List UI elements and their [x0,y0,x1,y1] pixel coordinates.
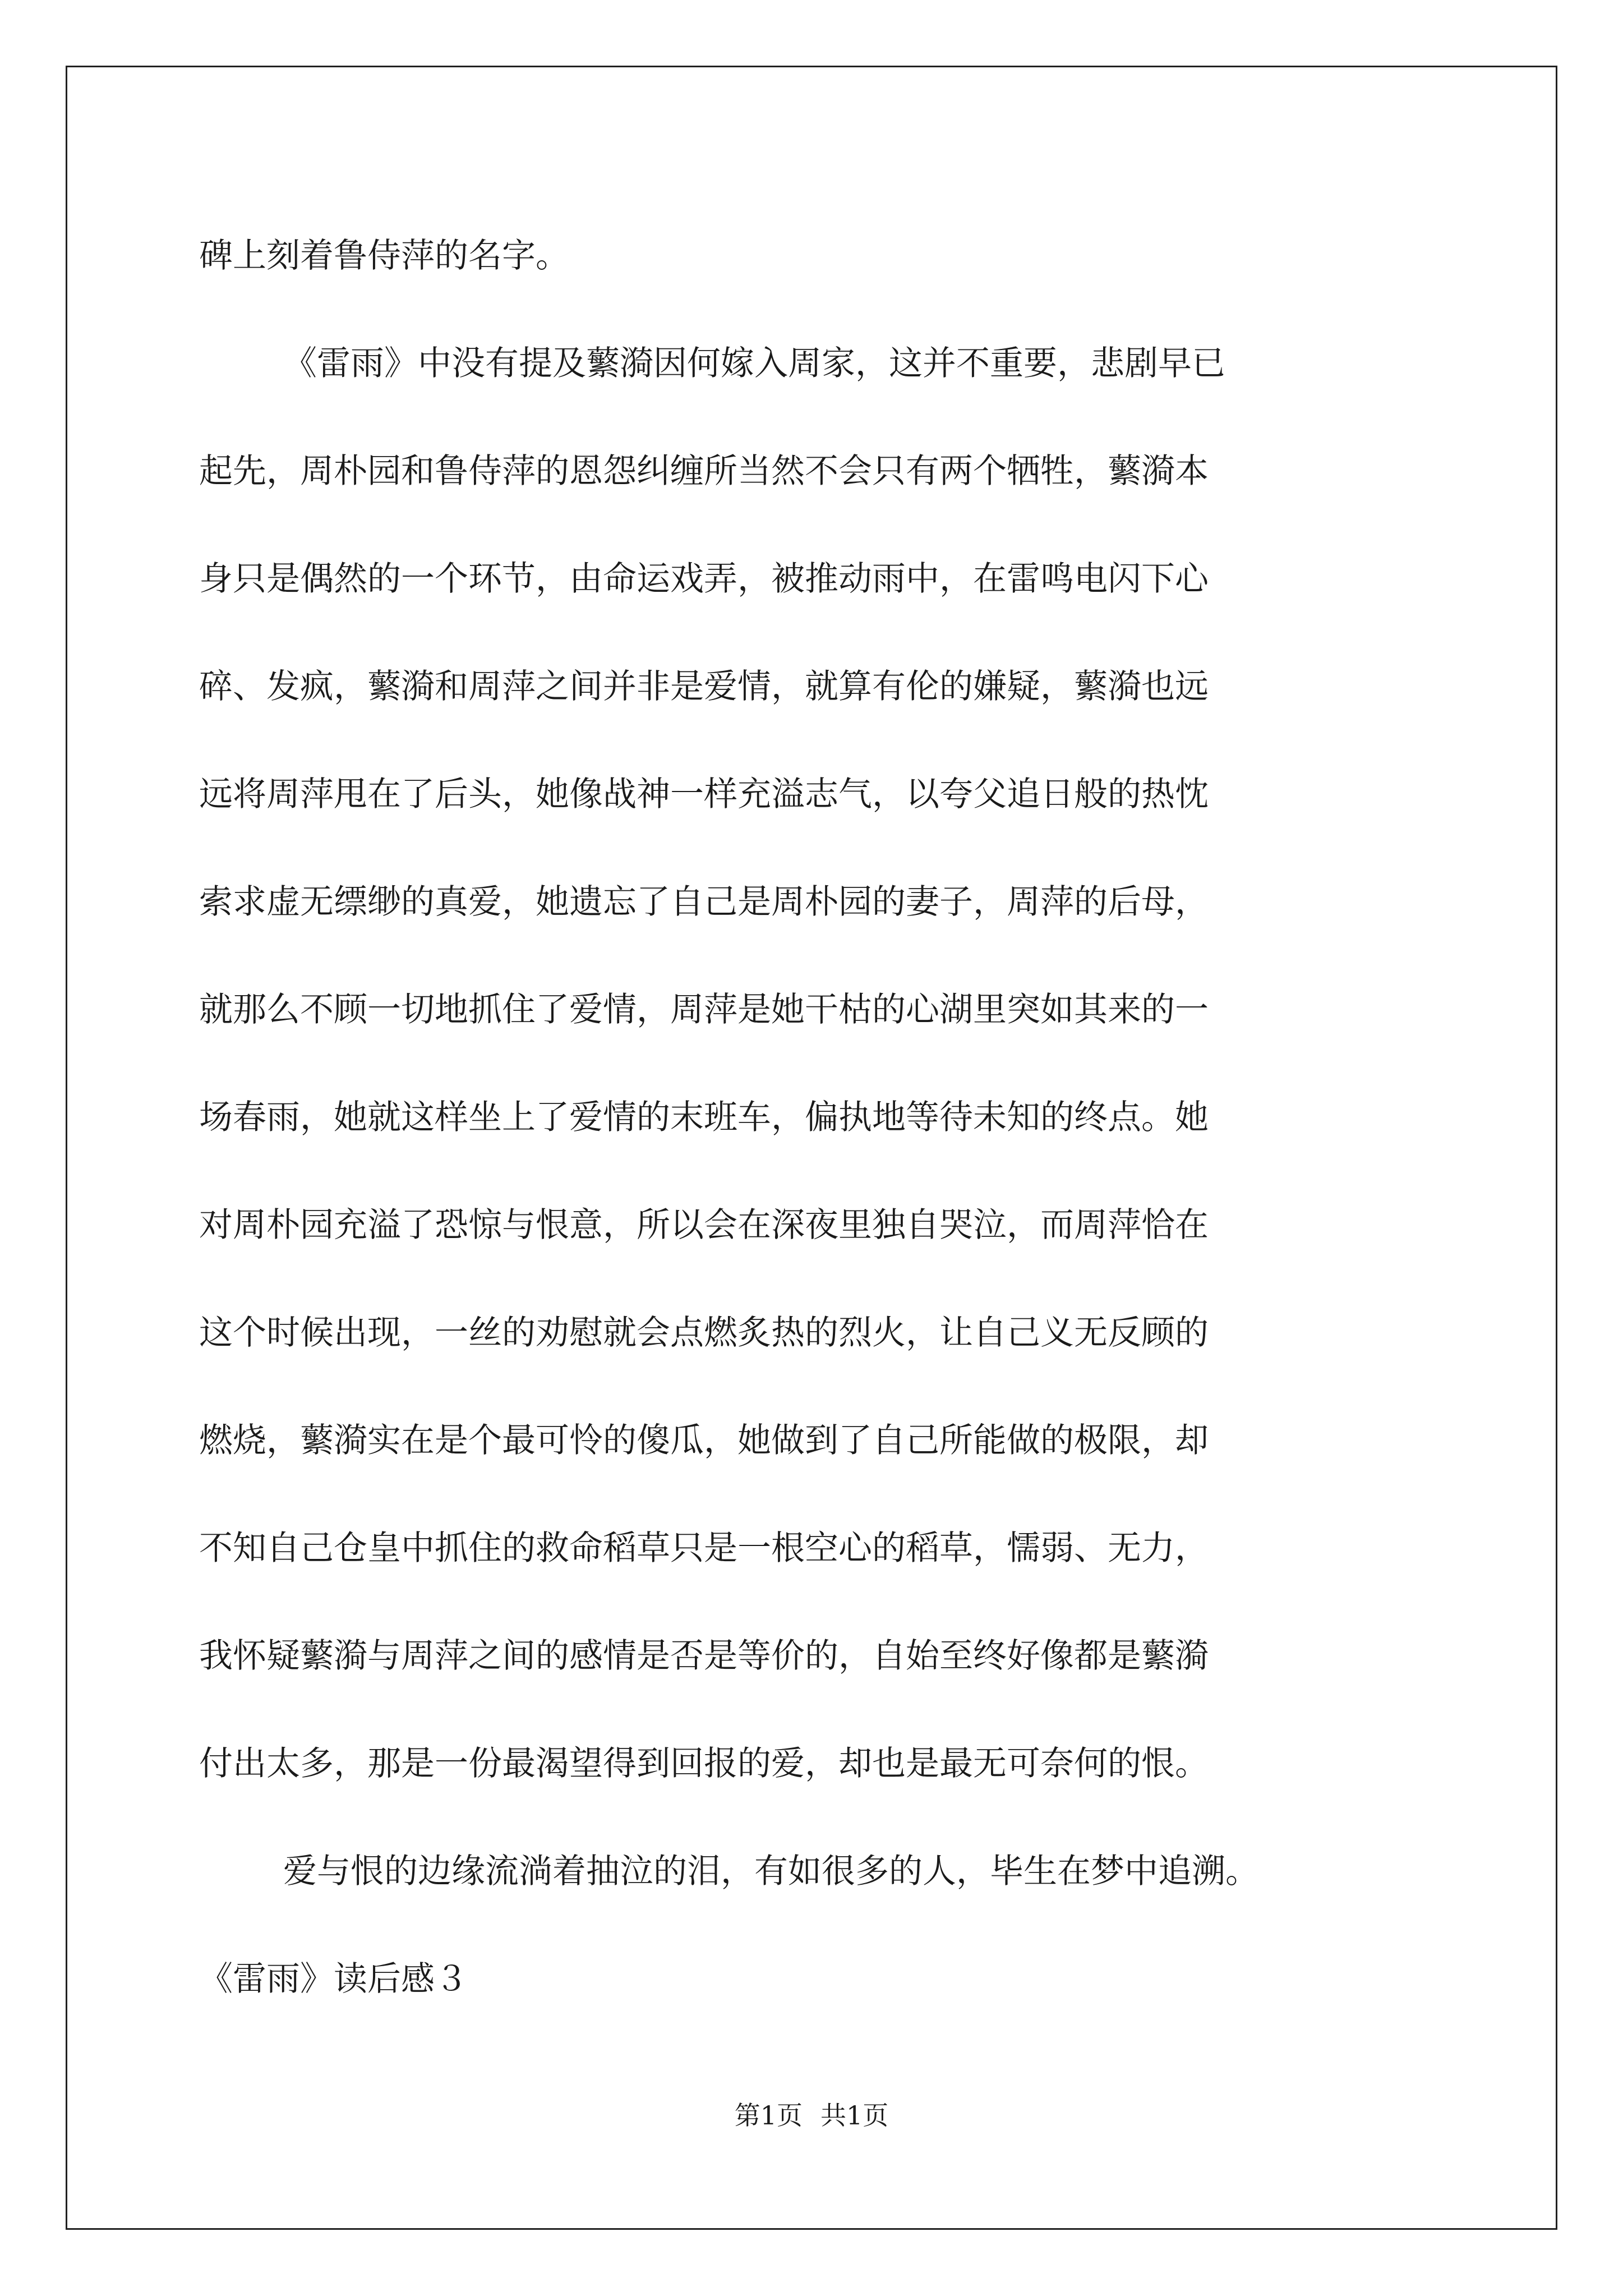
text-line: 付出太多，那是一份最渴望得到回报的爱，却也是最无可奈何的恨。 [199,1744,1209,1783]
page-number: 第1页 [734,2100,803,2131]
text-line: 场春雨，她就这样坐上了爱情的末班车，偏执地等待未知的终点。她 [199,1098,1209,1137]
text-line: 《雷雨》中没有提及蘩漪因何嫁入周家，这并不重要，悲剧早已 [283,344,1225,383]
text-line: 燃烧，蘩漪实在是个最可怜的傻瓜，她做到了自己所能做的极限，却 [199,1421,1209,1460]
text-line: 就那么不顾一切地抓住了爱情，周萍是她干枯的心湖里突如其来的一 [199,990,1209,1029]
page-footer [0,2095,1623,2132]
text-line: 碎、发疯，蘩漪和周萍之间并非是爱情，就算有伦的嫌疑，蘩漪也远 [199,667,1209,706]
document-body [199,202,1433,2033]
text-line: 身只是偶然的一个环节，由命运戏弄，被推动雨中，在雷鸣电闪下心 [199,559,1209,599]
text-line: 碑上刻着鲁侍萍的名字。 [199,236,569,275]
page-total: 共1页 [820,2100,889,2131]
text-line: 远将周萍甩在了后头，她像战神一样充溢志气，以夸父追日般的热忱 [199,775,1209,814]
section-heading: 《雷雨》读后感３ [199,1959,468,1999]
text-line: 对周朴园充溢了恐惊与恨意，所以会在深夜里独自哭泣，而周萍恰在 [199,1205,1209,1245]
text-line: 起先，周朴园和鲁侍萍的恩怨纠缠所当然不会只有两个牺牲，蘩漪本 [199,452,1209,491]
text-line: 这个时候出现，一丝的劝慰就会点燃炙热的烈火，让自己义无反顾的 [199,1313,1209,1352]
text-line: 我怀疑蘩漪与周萍之间的感情是否是等价的，自始至终好像都是蘩漪 [199,1636,1209,1676]
text-line: 爱与恨的边缘流淌着抽泣的泪，有如很多的人，毕生在梦中追溯。 [283,1852,1259,1891]
text-line: 不知自己仓皇中抓住的救命稻草只是一根空心的稻草，懦弱、无力， [199,1529,1209,1568]
text-line: 索求虚无缥缈的真爱，她遗忘了自己是周朴园的妻子，周萍的后母， [199,882,1209,922]
